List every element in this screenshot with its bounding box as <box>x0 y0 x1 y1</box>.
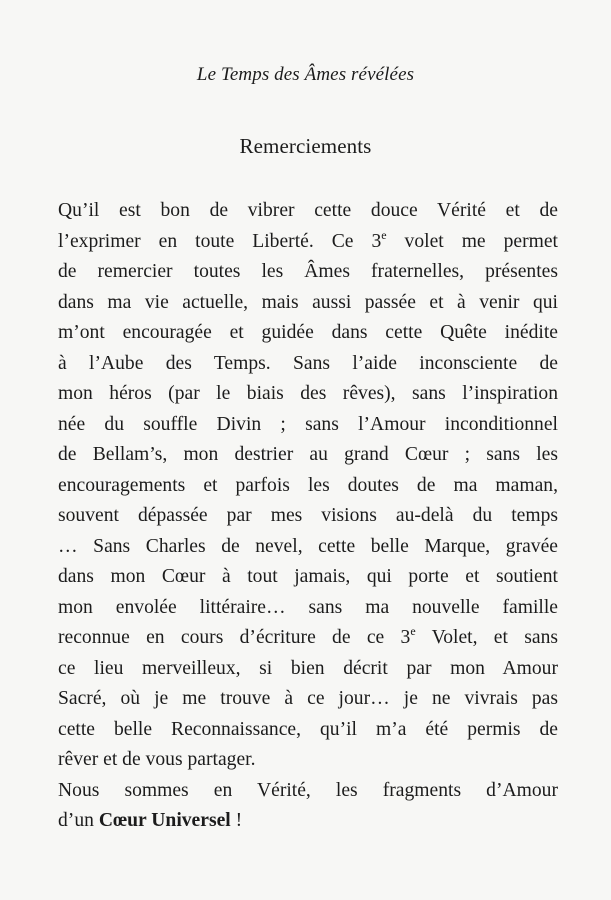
text-line: Nous sommes en Vérité, les fragments d’Amour <box>58 779 558 801</box>
text-line <box>58 227 558 258</box>
text-segment: ! <box>230 810 243 831</box>
text-line: mon héros (par le biais des rêves), sans l’inspiration <box>58 383 558 404</box>
text-line: dans mon Cœur à tout jamais, qui porte et soutient <box>58 566 558 587</box>
ordinal-superscript: e <box>381 227 387 242</box>
text-line <box>58 806 558 837</box>
text-line: Qu’il est bon de vibrer cette douce Vérité et de <box>58 200 558 221</box>
text-line: … Sans Charles de nevel, cette belle Marque, gravée <box>58 535 558 557</box>
ordinal-superscript: e <box>410 624 416 638</box>
text-segment: reconnue en cours d’écriture de ce 3 <box>58 627 411 648</box>
text-line: à l’Aube des Temps. Sans l’aide inconsciente de <box>58 352 558 374</box>
emphasis-bold: Cœur Universel <box>98 810 231 831</box>
text-line: cette belle Reconnaissance, qu’il m’a été permis de <box>58 718 558 740</box>
text-line: née du souffle Divin ; sans l’Amour inconditionnel <box>58 413 558 435</box>
text-line: m’ont encouragée et guidée dans cette Quête inédite <box>58 322 558 343</box>
text-line: encouragements et parfois les doutes de ma maman, <box>58 474 558 496</box>
text-line: rêver et de vous partager. <box>58 749 256 770</box>
text-line <box>58 623 558 654</box>
text-line: ce lieu merveilleux, si bien décrit par mon Amour <box>58 657 558 679</box>
text-segment: Volet, et sans <box>415 627 558 648</box>
text-segment: d’un <box>58 810 99 831</box>
text-line: dans ma vie actuelle, mais aussi passée et à venir qui <box>58 291 558 313</box>
text-line: souvent dépassée par mes visions au-delà du temps <box>58 505 558 526</box>
acknowledgements-text <box>58 196 558 837</box>
text-line: de remercier toutes les Âmes fraternelles, présentes <box>58 261 558 282</box>
text-line: Sacré, où je me trouve à ce jour… je ne vivrais pas <box>58 688 558 709</box>
section-title: Remerciements <box>239 134 372 158</box>
text-segment: l’exprimer en toute Liberté. Ce 3 <box>58 230 382 252</box>
text-line: de Bellam’s, mon destrier au grand Cœur ; sans les <box>58 444 558 465</box>
text-line: mon envolée littéraire… sans ma nouvelle famille <box>58 596 558 618</box>
text-segment: volet me permet <box>386 230 558 252</box>
running-header: Le Temps des Âmes révélées <box>196 64 415 85</box>
